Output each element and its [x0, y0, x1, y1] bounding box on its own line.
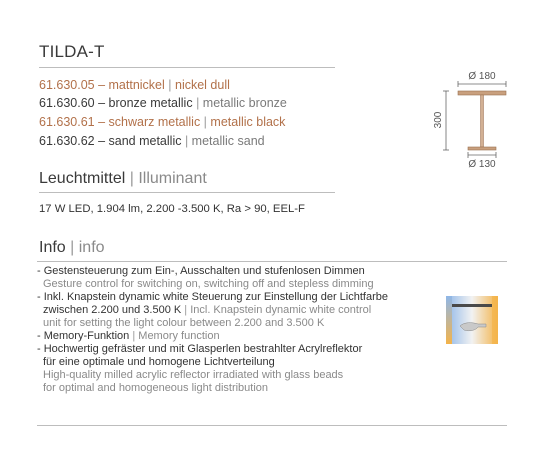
variant-row-3: 61.630.61 – schwarz metallic | metallic black: [39, 115, 286, 129]
variant-finish-en: metallic bronze: [202, 96, 287, 110]
info-divider-top: [37, 261, 507, 262]
variant-code: 61.630.05: [39, 78, 95, 92]
height-label: 300: [433, 111, 444, 129]
info-item-de-cont: für eine optimale und homogene Lichtverteilung: [43, 356, 275, 368]
illuminant-divider: [39, 192, 335, 193]
variant-finish-en: nickel dull: [175, 78, 230, 92]
variant-finish-de: bronze metallic: [108, 96, 193, 110]
info-item-en: Gesture control for switching on, switching off and stepless dimming: [43, 278, 374, 290]
variant-code: 61.630.62: [39, 134, 95, 148]
info-divider-bottom: [37, 425, 507, 426]
variant-code: 61.630.61: [39, 115, 95, 129]
base-diameter-label: Ø 130: [468, 159, 496, 170]
info-item-de: - Memory-Funktion | Memory function: [37, 330, 220, 342]
variant-finish-de: sand metallic: [108, 134, 182, 148]
variant-row-1: 61.630.05 – mattnickel | nickel dull: [39, 78, 230, 92]
variant-row-2: 61.630.60 – bronze metallic | metallic bronze: [39, 96, 287, 110]
variant-code: 61.630.60: [39, 96, 95, 110]
info-item-de-cont: zwischen 2.200 und 3.500 K | Incl. Knapstein dynamic white control: [43, 304, 372, 316]
variant-finish-en: metallic black: [210, 115, 286, 129]
info-list: [37, 265, 437, 395]
variant-finish-en: metallic sand: [191, 134, 265, 148]
top-diameter-label: Ø 180: [468, 71, 496, 82]
info-item-de: - Inkl. Knapstein dynamic white Steuerung zur Einstellung der Lichtfarbe: [37, 291, 388, 303]
variant-finish-de: schwarz metallic: [108, 115, 201, 129]
info-heading: Info | info: [39, 239, 105, 256]
variant-row-4: 61.630.62 – sand metallic | metallic sand: [39, 134, 265, 148]
info-item-de: - Gestensteuerung zum Ein-, Ausschalten und stufenlosen Dimmen: [37, 265, 365, 277]
illuminant-spec: 17 W LED, 1.904 lm, 2.200 -3.500 K, Ra > 90, EEL-F: [39, 203, 305, 215]
product-title: TILDA-T: [39, 42, 105, 61]
info-item-en-cont: for optimal and homogeneous light distribution: [43, 382, 269, 394]
gesture-dynamic-white-icon: [446, 296, 498, 344]
info-item-en: High-quality milled acrylic reflector irradiated with glass beads: [43, 369, 344, 381]
table-lamp-dimension-drawing-icon: [433, 70, 522, 172]
illuminant-heading: Leuchtmittel | Illuminant: [39, 170, 207, 187]
title-divider: [39, 67, 335, 68]
variant-finish-de: mattnickel: [108, 78, 165, 92]
info-item-en: unit for setting the light colour between 2.200 and 3.500 K: [43, 317, 325, 329]
info-item-de: - Hochwertig gefräster und mit Glasperlen bestrahlter Acrylreflektor: [37, 343, 363, 355]
